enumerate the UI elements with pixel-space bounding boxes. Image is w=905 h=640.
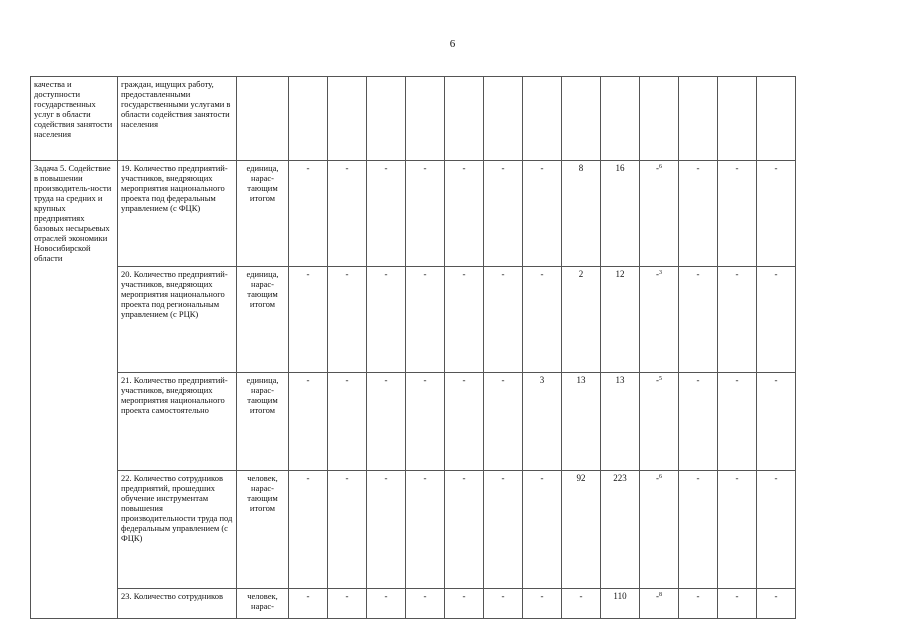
value-cell: - bbox=[445, 267, 484, 373]
footnote-mark: 6 bbox=[659, 164, 662, 170]
value-cell: - bbox=[406, 267, 445, 373]
value-cell: - bbox=[523, 267, 562, 373]
unit-20: единица, нарас-тающим итогом bbox=[237, 267, 289, 373]
value-cell: 110 bbox=[601, 588, 640, 618]
value-cell: - bbox=[484, 588, 523, 618]
value-cell: 92 bbox=[562, 470, 601, 588]
unit-21: единица, нарас-тающим итогом bbox=[237, 373, 289, 470]
table-row bbox=[31, 588, 897, 618]
value-cell: - bbox=[289, 373, 328, 470]
value-cell: 16 bbox=[601, 161, 640, 267]
value-cell: - bbox=[523, 588, 562, 618]
value-cell: - bbox=[328, 470, 367, 588]
value-cell: - bbox=[367, 470, 406, 588]
value-cell: - bbox=[289, 267, 328, 373]
table-row bbox=[31, 161, 897, 267]
value-cell: - bbox=[679, 470, 718, 588]
value-cell: - bbox=[445, 470, 484, 588]
unit-19: единица, нарас-тающим итогом bbox=[237, 161, 289, 267]
value-cell: - bbox=[328, 588, 367, 618]
value-cell: - bbox=[679, 373, 718, 470]
value-cell: 223 bbox=[601, 470, 640, 588]
value-cell: 2 bbox=[562, 267, 601, 373]
value-cell: - bbox=[562, 588, 601, 618]
value-cell: - bbox=[406, 161, 445, 267]
value-cell: -$^5$ bbox=[640, 373, 679, 470]
value-cell: - bbox=[757, 267, 796, 373]
value-cell: - bbox=[367, 161, 406, 267]
value-cell: - bbox=[445, 161, 484, 267]
value-cell: - bbox=[328, 373, 367, 470]
indicator-21: 21. Количество предприятий-участников, внедряющих мероприятия национального проекта самостоятельно bbox=[118, 373, 237, 470]
value-cell: - bbox=[718, 267, 757, 373]
value-cell: - bbox=[328, 267, 367, 373]
value-cell: - bbox=[718, 470, 757, 588]
value-cell: - bbox=[523, 470, 562, 588]
footnote-mark: 8 bbox=[659, 591, 662, 598]
value-cell: - bbox=[289, 588, 328, 618]
value-cell: - bbox=[679, 161, 718, 267]
value-cell: 8 bbox=[562, 161, 601, 267]
value-cell: - bbox=[484, 267, 523, 373]
value-cell: - bbox=[406, 373, 445, 470]
value-cell: - bbox=[679, 267, 718, 373]
task-5-cell: Задача 5. Содействие в повышении производитель-ности труда на средних и крупных предприятиях базовых несырьевых отраслей экономики Новосибирской области bbox=[31, 161, 118, 619]
value-cell: - bbox=[289, 470, 328, 588]
table-row bbox=[31, 373, 897, 470]
value-cell: - bbox=[757, 470, 796, 588]
value-cell: -$^6$ bbox=[640, 161, 679, 267]
value-cell: 13 bbox=[562, 373, 601, 470]
value-cell: - bbox=[406, 470, 445, 588]
indicator-23: 23. Количество сотрудников bbox=[118, 588, 237, 618]
task-cell-continued: качества и доступности государственных услуг в области содействия занятости населения bbox=[31, 77, 118, 161]
value-cell: - bbox=[406, 588, 445, 618]
table-row bbox=[31, 77, 897, 161]
value-cell: - bbox=[484, 161, 523, 267]
indicator-20: 20. Количество предприятий-участников, внедряющих мероприятия национального проекта под региональным управлением (с РЦК) bbox=[118, 267, 237, 373]
value-cell: - bbox=[757, 161, 796, 267]
value-cell: - bbox=[328, 161, 367, 267]
value-cell: - bbox=[445, 588, 484, 618]
indicator-22: 22. Количество сотрудников предприятий, прошедших обучение инструментам повышения производительности труда под федеральным управлением (с ФЦК) bbox=[118, 470, 237, 588]
value-cell: - bbox=[445, 373, 484, 470]
value-cell: - bbox=[718, 161, 757, 267]
value-cell: - bbox=[484, 373, 523, 470]
value-cell: - bbox=[367, 267, 406, 373]
value-cell: 3 bbox=[523, 373, 562, 470]
value-cell: - bbox=[718, 373, 757, 470]
value-cell: - bbox=[757, 588, 796, 618]
value-cell: 13 bbox=[601, 373, 640, 470]
footnote-mark: 5 bbox=[659, 376, 662, 383]
value-cell: -$^3$ bbox=[640, 267, 679, 373]
page-number: 6 bbox=[449, 38, 456, 50]
value-cell: -$^6$ bbox=[640, 470, 679, 588]
footnote-mark: 3 bbox=[659, 270, 662, 277]
value-cell: 12 bbox=[601, 267, 640, 373]
indicators-table bbox=[30, 76, 897, 619]
value-cell: - bbox=[679, 588, 718, 618]
value-cell: - bbox=[523, 161, 562, 267]
unit-22: человек, нарас-тающим итогом bbox=[237, 470, 289, 588]
table-row bbox=[31, 470, 897, 588]
indicator-19: 19. Количество предприятий-участников, внедряющих мероприятия национального проекта под федеральным управлением (с ФЦК) bbox=[118, 161, 237, 267]
value-cell: - bbox=[484, 470, 523, 588]
indicator-cell-continued: граждан, ищущих работу, предоставленными государственными услугами в области содействия занятости населения bbox=[118, 77, 237, 161]
value-cell: - bbox=[367, 373, 406, 470]
value-cell: - bbox=[367, 588, 406, 618]
footnote-mark: 6 bbox=[659, 473, 662, 480]
value-cell: - bbox=[718, 588, 757, 618]
value-cell: - bbox=[757, 373, 796, 470]
value-cell: - bbox=[289, 161, 328, 267]
unit-23: человек, нарас- bbox=[237, 588, 289, 618]
table-row bbox=[31, 267, 897, 373]
value-cell: -$^8$ bbox=[640, 588, 679, 618]
